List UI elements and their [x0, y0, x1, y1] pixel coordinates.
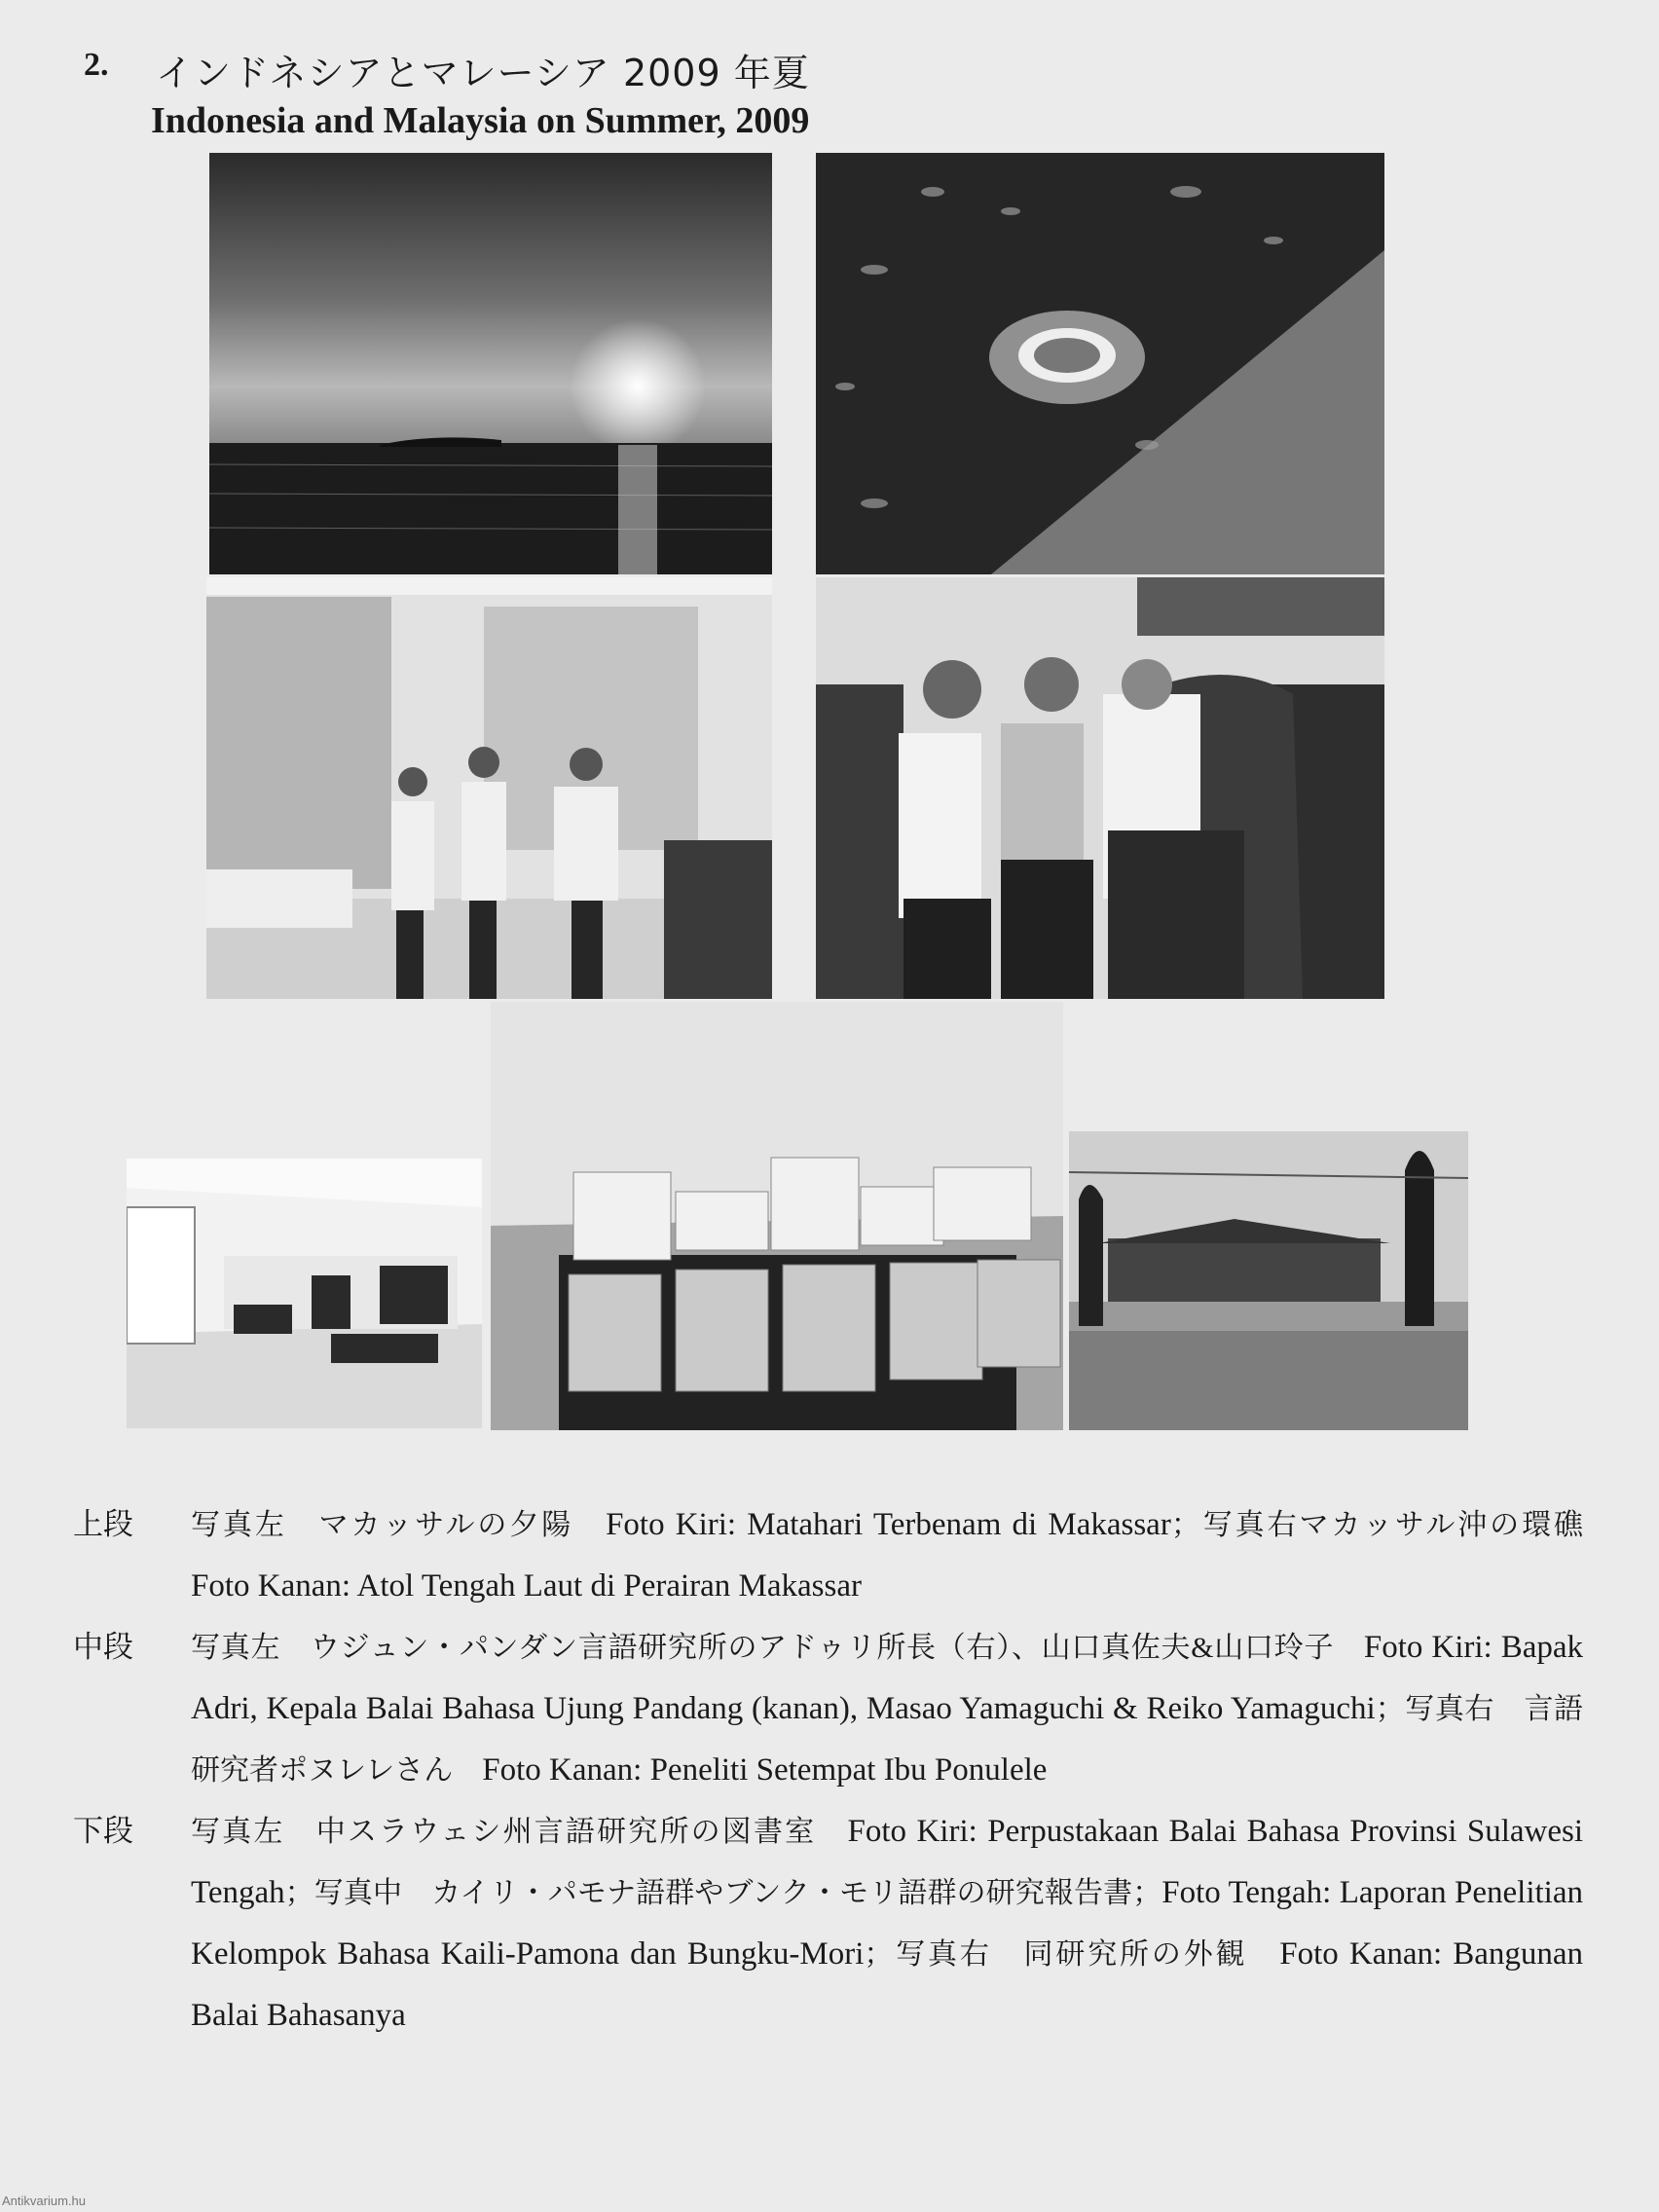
caption-upper-part-4: Foto Kanan: Atol Tengah Laut di Perairan Makassar [191, 1568, 863, 1604]
caption-text-upper [191, 1494, 1612, 1617]
caption-upper-row [68, 1494, 1616, 1617]
watermark: Antikvarium.hu [2, 2194, 86, 2208]
caption-label-lower: 下段 [73, 1814, 133, 1849]
caption-middle-row [68, 1617, 1616, 1801]
section-title-japanese: インドネシアとマレーシア 2009 年夏 [156, 52, 810, 94]
caption-lower-part-4: Foto Tengah: Laporan Penelitian Kelompok Bahasa Kaili-Pamona dan Bungku-Mori [191, 1875, 1583, 1972]
caption-middle-part-3: ；写真右 言語研究者ポヌレレさん [191, 1693, 1584, 1787]
caption-upper-part-2: Foto Kiri: Matahari Terbenam di Makassar [606, 1507, 1171, 1542]
photo-library-interior [127, 1159, 482, 1428]
caption-lower-part-6: Foto Kanan: Bangunan Balai Bahasanya [191, 1936, 1584, 2033]
caption-upper-part-1: 写真左 マカッサルの夕陽 [191, 1509, 607, 1541]
section-number: 2. [84, 47, 109, 83]
caption-lower-part-5: ；写真右 同研究所の外観 [864, 1938, 1280, 1971]
caption-label-middle: 中段 [73, 1630, 133, 1665]
caption-block [68, 1494, 1616, 2046]
caption-label-upper: 上段 [73, 1507, 133, 1542]
section-title-english: Indonesia and Malaysia on Summer, 2009 [151, 100, 810, 141]
caption-middle-part-1: 写真左 ウジュン・パンダン言語研究所のアドゥリ所長（右）、山口真佐夫&山口玲子 [191, 1632, 1364, 1664]
photo-seated-researchers [816, 577, 1384, 999]
caption-lower-part-1: 写真左 中スラウェシ州言語研究所の図書室 [191, 1816, 848, 1848]
caption-middle-part-2: Foto Kiri: Bapak Adri, Kepala Balai Bahasa Ujung Pandang (kanan), Masao Yamaguchi & Reiko Yamaguchi [191, 1630, 1583, 1726]
photo-atoll-aerial [816, 153, 1384, 574]
photo-building-exterior [1069, 1131, 1468, 1430]
photo-office-group [206, 577, 772, 999]
photo-sunset-makassar [209, 153, 772, 574]
caption-text-middle [191, 1617, 1583, 1801]
caption-lower-part-2: Foto Kiri: Perpustakaan Balai Bahasa Provinsi Sulawesi Tengah [191, 1814, 1583, 1910]
photo-research-reports [491, 1002, 1063, 1430]
caption-text-lower [191, 1801, 1583, 2046]
caption-lower-part-3: ；写真中 カイリ・パモナ語群やブンク・モリ語群の研究報告書； [284, 1877, 1162, 1909]
caption-lower-row [68, 1801, 1616, 2046]
caption-upper-part-3: ；写真右マカッサル沖の環礁 [1170, 1509, 1612, 1541]
caption-middle-part-4: Foto Kanan: Peneliti Setempat Ibu Ponulele [482, 1752, 1048, 1788]
